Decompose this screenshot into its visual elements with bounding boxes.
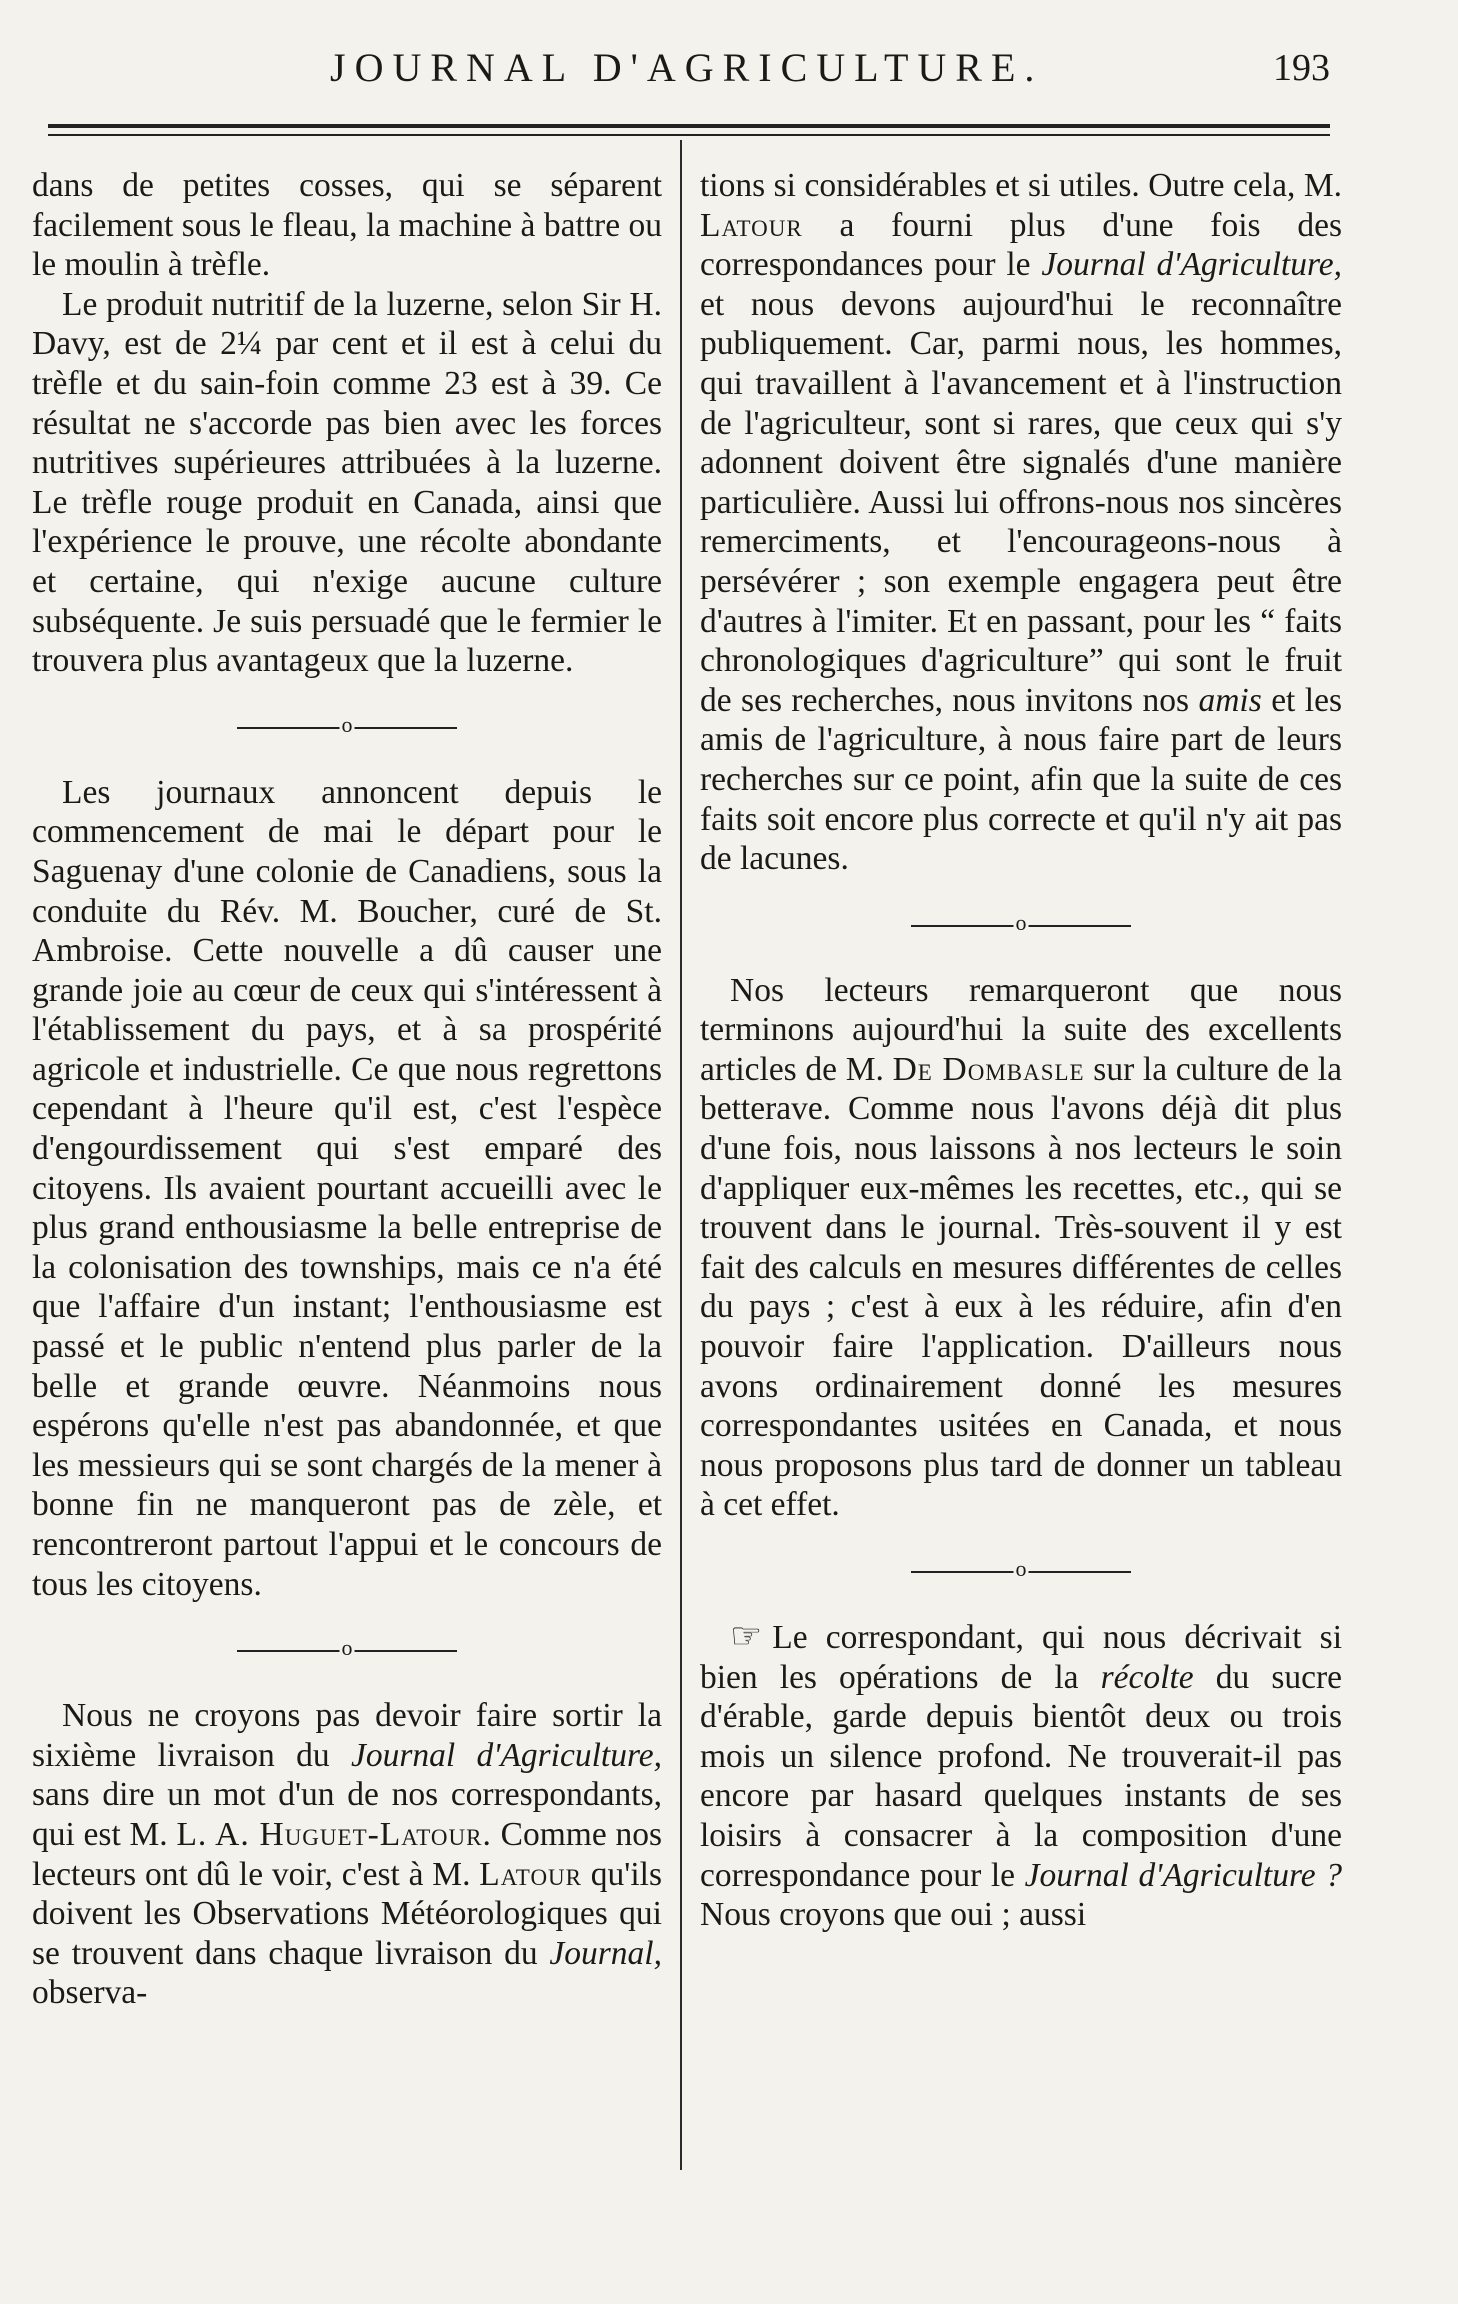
section-divider — [32, 1604, 662, 1696]
right-column — [700, 166, 1342, 1935]
journal-title: Journal d'Agriculture, — [1041, 246, 1342, 284]
running-title: JOURNAL D'AGRICULTURE. — [330, 45, 1044, 90]
text-run: Le correspondant, qui nous décrivait si bien les opérations de la — [700, 1619, 1342, 1696]
section-divider — [32, 681, 662, 773]
text-run: qu'ils doivent les Observations Météorologiques qui se trouvent dans chaque livraison du — [32, 1855, 662, 1972]
text-run: Nous croyons que oui ; aussi — [700, 1896, 1087, 1934]
paragraph — [700, 971, 1342, 1525]
section-divider — [700, 879, 1342, 971]
page-number: 193 — [1273, 47, 1330, 89]
column-rule — [680, 140, 682, 2170]
person-name: De Dombasle — [892, 1050, 1085, 1088]
person-name: Latour — [479, 1855, 582, 1893]
text-run: Nous ne croyons pas devoir faire sortir la sixième livraison du — [32, 1697, 662, 1774]
journal-title: Journal d'Agriculture ? — [1024, 1856, 1342, 1894]
emphasis: amis — [1198, 681, 1262, 719]
paragraph: dans de petites cosses, qui se séparent facilement sous le fleau, la machine à battre ou le moulin à trèfle. — [32, 167, 662, 284]
journal-title: Journal, — [549, 1934, 662, 1972]
divider-ornament: o — [1014, 1549, 1029, 1589]
pointing-hand-icon: ☞ — [730, 1616, 763, 1656]
section-divider — [700, 1525, 1342, 1617]
text-run: observa- — [32, 1974, 148, 2012]
page-header — [0, 38, 1458, 98]
text-run: Comme nos lecteurs ont dû le voir, c'est à M. — [32, 1815, 662, 1893]
header-rule — [48, 124, 1330, 136]
paragraph — [32, 1696, 662, 2013]
journal-title: Journal d'Agriculture, — [350, 1736, 662, 1774]
left-column — [32, 166, 662, 2013]
text-run: et nous devons aujourd'hui le reconnaître publiquement. Car, parmi nous, les hommes, qui travaillent à l'avancement et à l'instruction de l'agriculteur, sont si rares, que ceux qui s'y adonnent doivent être signalés d'une manière particulière. Aussi lui offrons-nous nos sincères remerciments, et l'encourageons-nous à persévérer ; son exemple engagera peut être d'autres à l'imiter. Et en passant, pour les “ faits chronologiques d'agriculture” qui sont le fruit de ses recherches, nous invitons nos — [700, 285, 1342, 719]
divider-ornament: o — [1014, 903, 1029, 943]
text-run: et les amis de l'agriculture, à nous faire part de leurs recherches sur ce point, afin que la suite de ces faits soit encore plus correcte et qu'il n'y ait pas de lacunes. — [700, 681, 1343, 878]
text-run: sur la culture de la betterave. Comme nous l'avons déjà dit plus d'une fois, nous laissons à nos lecteurs le soin d'appliquer eux-mêmes les recettes, etc., qui se trouvent dans le journal. Très-souvent il y est fait des calculs en mesures différentes de celles du pays ; c'est à eux à les réduire, afin d'en pouvoir faire l'application. D'ailleurs nous avons ordinairement donné les mesures correspondantes usitées en Canada, et nous nous proposons plus tard de donner un tableau à cet effet. — [700, 1050, 1342, 1524]
person-name: L. A. Huguet-Latour. — [176, 1815, 492, 1853]
text-run: a fourni plus d'une fois des correspondances pour le — [700, 206, 1342, 284]
paragraph — [700, 166, 1342, 879]
paragraph: Le produit nutritif de la luzerne, selon Sir H. Davy, est de 2¼ par cent et il est à celui du trèfle et du sain-foin comme 23 est à 39. Ce résultat ne s'accorde pas bien avec les forces nutritives supérieures attribuées à la luzerne. Le trèfle rouge produit en Canada, ainsi que l'expérience le prouve, une récolte abondante et certaine, qui n'exige aucune culture subséquente. Je suis persuadé que le fermier le trouvera plus avantageux que la luzerne. — [32, 285, 662, 680]
text-run: tions si considérables et si utiles. Outre cela, M. — [700, 167, 1342, 204]
text-run: sans dire un mot d'un de nos correspondants, qui est M. — [32, 1776, 662, 1853]
person-name: Latour — [700, 206, 803, 244]
text-run: du sucre d'érable, garde depuis bientôt deux ou trois mois un silence profond. Ne trouverait-il pas encore par hasard quelques instants de ses loisirs à consacrer à la composition d'une correspondance pour le — [700, 1658, 1342, 1894]
paragraph — [700, 1617, 1342, 1935]
paragraph: Les journaux annoncent depuis le commencement de mai le départ pour le Saguenay d'une colonie de Canadiens, sous la conduite du Rév. M. Boucher, curé de St. Ambroise. Cette nouvelle a dû causer une grande joie au cœur de ceux qui s'intéressent à l'établissement du pays, et à sa prospérité agricole et industrielle. Ce que nous regrettons cependant à l'heure qu'il est, c'est l'espèce d'engourdissement qui s'est emparé des citoyens. Ils avaient pourtant accueilli avec le plus grand enthousiasme la belle entreprise de la colonisation des townships, mais ce n'a été que l'affaire d'un instant; l'enthousiasme est passé et le public n'entend plus parler de la belle et grande œuvre. Néanmoins nous espérons qu'elle n'est pas abandonnée, et que les messieurs qui se sont chargés de la mener à bonne fin ne manqueront pas de zèle, et rencontreront partout l'appui et le concours de tous les citoyens. — [32, 773, 662, 1603]
emphasis: récolte — [1100, 1658, 1194, 1696]
text-run: Nos lecteurs remarqueront que nous terminons aujourd'hui la suite des excellents articles de M. — [700, 971, 1342, 1088]
divider-ornament: o — [340, 1628, 355, 1668]
divider-ornament: o — [340, 705, 355, 745]
